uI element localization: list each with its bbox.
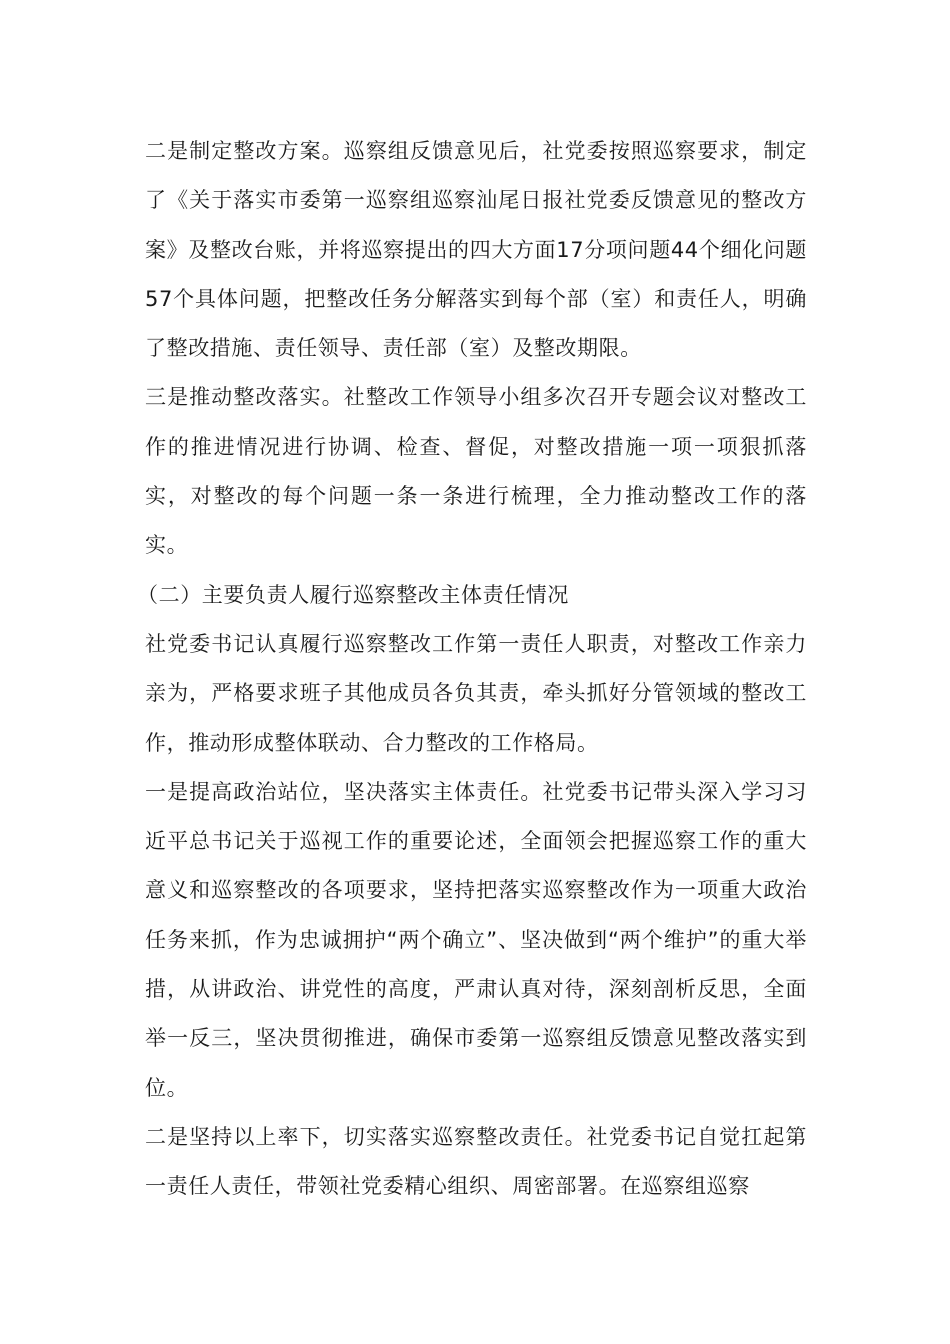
section-heading: （二）主要负责人履行巡察整改主体责任情况	[137, 582, 569, 607]
paragraph-rectification-plan: 二是制定整改方案。巡察组反馈意见后，社党委按照巡察要求，制定了《关于落实市委第一巡察组巡察汕尾日报社党委反馈意见的整改方案》及整改台账，并将巡察提出的四大方面17分项问题44个细化问题57个具体问题，把整改任务分解落实到每个部（室）和责任人，明确了整改措施、责任领导、责任部（室）及整改期限。	[145, 139, 807, 361]
paragraph-promote-rectification: 三是推动整改落实。社整改工作领导小组多次召开专题会议对整改工作的推进情况进行协调、检查、督促，对整改措施一项一项狠抓落实，对整改的每个问题一条一条进行梳理，全力推动整改工作的落实。	[145, 385, 807, 558]
paragraph-political-standing: 一是提高政治站位，坚决落实主体责任。社党委书记带头深入学习习近平总书记关于巡视工作的重要论述，全面领会把握巡察工作的重大意义和巡察整改的各项要求，坚持把落实巡察整改作为一项重大政治任务来抓，作为忠诚拥护“两个确立”、坚决做到“两个维护”的重大举措，从讲政治、讲党性的高度，严肃认真对待，深刻剖析反思，全面举一反三，坚决贯彻推进，确保市委第一巡察组反馈意见整改落实到位。	[145, 779, 807, 1100]
document-body	[137, 127, 807, 1212]
paragraph-first-responsible: 社党委书记认真履行巡察整改工作第一责任人职责，对整改工作亲力亲为，严格要求班子其他成员各负其责，牵头抓好分管领域的整改工作，推动形成整体联动、合力整改的工作格局。	[145, 631, 807, 755]
paragraph-lead-by-example: 二是坚持以上率下，切实落实巡察整改责任。社党委书记自觉扛起第一责任人责任，带领社党委精心组织、周密部署。在巡察组巡察	[145, 1124, 807, 1199]
